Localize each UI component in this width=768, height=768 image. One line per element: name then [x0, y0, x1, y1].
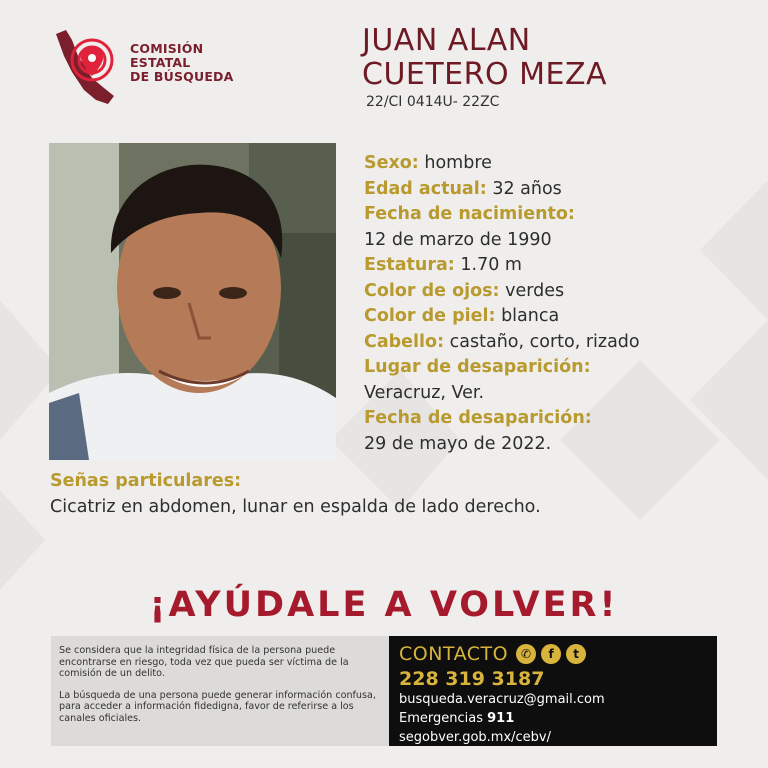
detail-nacimiento-value: 12 de marzo de 1990 — [364, 229, 552, 250]
detail-sexo: Sexo: hombre — [364, 153, 492, 173]
call-to-action: ¡AYÚDALE A VOLVER! — [149, 585, 619, 625]
detail-fecha-value: 29 de mayo de 2022. — [364, 433, 552, 454]
twitter-icon[interactable]: t — [566, 644, 586, 664]
contact-title: CONTACTO — [399, 643, 509, 665]
disclaimer-box — [51, 636, 389, 746]
org-name-line2: DE BÚSQUEDA — [130, 69, 234, 84]
org-name-line1: COMISIÓN ESTATAL — [130, 41, 204, 70]
detail-ojos: Color de ojos: verdes — [364, 280, 565, 301]
person-name — [362, 24, 607, 92]
case-id: 22/CI 0414U- 22ZC — [366, 94, 500, 110]
marks-text: Cicatriz en abdomen, lunar en espalda de lado derecho. — [50, 497, 541, 517]
disclaimer-paragraph-2: La búsqueda de una persona puede generar información confusa, para acceder a información fidedigna, favor de referirse a los canales oficiales. — [59, 689, 376, 724]
marks-label: Señas particulares: — [50, 471, 242, 491]
whatsapp-icon[interactable]: ✆ — [516, 644, 536, 664]
person-name-line2: CUETERO MEZA — [362, 57, 608, 92]
person-details — [364, 151, 744, 457]
contact-box — [389, 636, 717, 746]
location-pin-icon — [52, 26, 122, 106]
org-name — [130, 42, 262, 84]
detail-edad: Edad actual: 32 años — [364, 178, 562, 199]
contact-header — [399, 642, 717, 666]
detail-estatura: Estatura: 1.70 m — [364, 255, 522, 275]
detail-lugar-label: Lugar de desaparición: — [364, 357, 591, 377]
contact-emergencias: Emergencias 911 — [399, 711, 515, 726]
contact-email[interactable]: busqueda.veracruz@gmail.com — [399, 692, 605, 707]
detail-cabello: Cabello: castaño, corto, rizado — [364, 331, 640, 352]
detail-nacimiento-label: Fecha de nacimiento: — [364, 204, 575, 224]
facebook-icon[interactable]: f — [541, 644, 561, 664]
disclaimer-paragraph-1: Se considera que la integridad física de la persona puede encontrarse en riesgo, toda vez que pueda ser víctima de la comisión de un delito. — [59, 645, 349, 679]
contact-phone[interactable]: 228 319 3187 — [399, 668, 545, 690]
org-logo — [52, 26, 262, 106]
detail-piel: Color de piel: blanca — [364, 306, 560, 326]
person-name-line1: JUAN ALAN — [362, 23, 531, 58]
detail-fecha-label: Fecha de desaparición: — [364, 408, 592, 428]
person-photo — [49, 143, 336, 460]
contact-web[interactable]: segobver.gob.mx/cebv/ — [399, 730, 552, 745]
detail-lugar-value: Veracruz, Ver. — [364, 382, 485, 403]
